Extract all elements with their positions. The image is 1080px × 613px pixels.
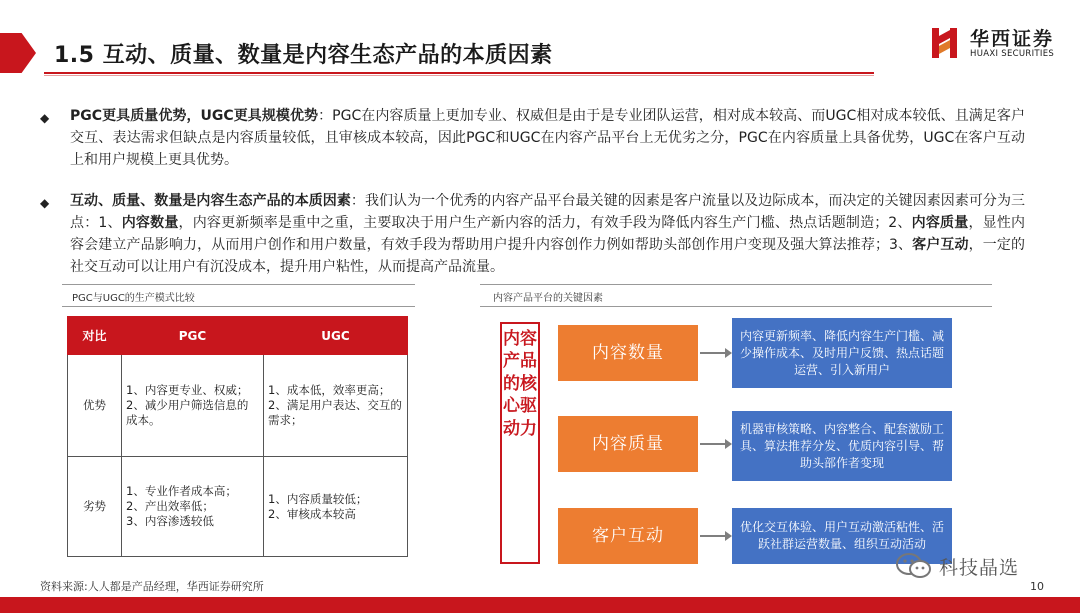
huaxi-logo-icon (930, 26, 962, 60)
keyword-quality: 内容质量 (911, 215, 969, 231)
watermark-text: 科技晶选 (939, 556, 1020, 579)
caption-rule-top (480, 284, 992, 285)
factor-quality-detail (732, 411, 952, 481)
keyword-quantity: 内容数量 (121, 215, 179, 231)
pgc-disadvantage-cell (122, 457, 264, 557)
cell-line: 1、成本低，效率更高； (268, 383, 391, 397)
title-underline-thin (44, 75, 874, 76)
detail-text: 内容更新频率、降低内容生产门槛、减少操作成本、及时用户反馈、热点话题运营、引入新用户 (740, 328, 945, 377)
core-driver-box: 内容产品的核心驱动力 (500, 322, 540, 564)
detail-text: 优化交互体验、用户互动激活粘性、活跃社群运营数量、组织互动活动 (740, 520, 945, 551)
table-header-compare: 对比 (68, 317, 122, 355)
factor-quantity-box: 内容数量 (558, 325, 698, 381)
cell-line: 3、内容渗透较低 (126, 514, 214, 528)
factor-quality-box: 内容质量 (558, 416, 698, 472)
bullet-core-factors (40, 190, 1025, 278)
cell-line: 2、满足用户表达、交互的需求； (268, 398, 402, 427)
comparison-table (67, 316, 408, 557)
cell-line: 2、产出效率低； (126, 499, 214, 513)
page-title: 1.5 互动、质量、数量是内容生态产品的本质因素 (54, 43, 553, 68)
logo-english-name: HUAXI SECURITIES (970, 49, 1055, 59)
source-note: 资料来源:人人都是产品经理，华西证券研究所 (40, 580, 264, 593)
caption-rule-top (62, 284, 415, 285)
bullet-text (70, 190, 1025, 278)
table-row (68, 457, 408, 557)
wechat-icon (895, 552, 933, 580)
pgc-advantage-cell (122, 355, 264, 457)
table-header-ugc: UGC (264, 317, 408, 355)
header-accent-red (0, 33, 36, 73)
table-row (68, 355, 408, 457)
bullet-body: ：PGC在内容质量上更加专业、权威但是由于是专业团队运营，相对成本较高、而UGC相对成本较低、且满足客户交互、表达需求但缺点是内容质量较低，且审核成本较高，因此PGC和UGC在内容产品平台上无优劣之分，PGC在内容质量上具备优势，UGC在客户互动上和用户规模上更具优势。 (70, 108, 1025, 168)
bullet-body-part: ：我们认为一个优秀的内容产品平台最关键的因素是客户流量以及边际成本，而决定的关键因素因素可分为三点：1、 (70, 193, 1026, 231)
arrow-right-icon (700, 443, 730, 445)
company-logo (930, 24, 1070, 66)
ugc-advantage-cell (264, 355, 408, 457)
bullet-pgc-ugc (40, 105, 1025, 171)
cell-line: 2、审核成本较高 (268, 506, 356, 521)
cell-line: 1、内容质量较低； (268, 491, 368, 506)
cell-line: 1、内容更专业、权威； (126, 383, 249, 397)
table-header-pgc: PGC (122, 317, 264, 355)
caption-rule-bottom (480, 306, 992, 307)
cell-line: 2、减少用户筛选信息的成本。 (126, 398, 249, 427)
bullet-text (70, 105, 1025, 171)
title-underline (44, 72, 874, 74)
detail-text: 机器审核策略、内容整合、配套激励工具、算法推荐分发、优质内容引导、帮助头部作者变现 (740, 421, 945, 470)
row-label-disadvantage: 劣势 (68, 457, 122, 557)
diamond-bullet-icon: ◆ (40, 196, 50, 210)
left-panel-caption: PGC与UGC的生产模式比较 (72, 293, 195, 304)
cell-line: 1、专业作者成本高； (126, 484, 237, 498)
arrow-right-icon (700, 352, 730, 354)
bullet-body-part: ，内容更新频率是重中之重，主要取决于用户生产新内容的活力，有效手段为降低内容生产门槛、热点话题制造；2、 (178, 215, 912, 231)
logo-chinese-name: 华西证券 (970, 28, 1055, 50)
row-label-advantage: 优势 (68, 355, 122, 457)
factor-interaction-box: 客户互动 (558, 508, 698, 564)
right-panel-caption: 内容产品平台的关键因素 (493, 293, 603, 304)
bullet-body-part: ，一定的社交互动可以让用户有沉没成本，提升用户粘性，从而提高产品流量。 (70, 237, 1026, 275)
diamond-bullet-icon: ◆ (40, 111, 50, 125)
watermark (895, 550, 1019, 582)
ugc-disadvantage-cell (264, 457, 408, 557)
keyword-interaction: 客户互动 (912, 237, 969, 253)
bullet-label: 互动、质量、数量是内容生态产品的本质因素 (70, 193, 351, 209)
bullet-label: PGC更具质量优势，UGC更具规模优势 (70, 108, 319, 124)
caption-rule-bottom (62, 306, 415, 307)
arrow-right-icon (700, 535, 730, 537)
bullet-body-part: ，显性内容会建立产品影响力，从而用户创作和用户数量，有效手段为帮助用户提升内容创作力例如帮助头部创作用户变现及强大算法推荐；3、 (70, 215, 1026, 253)
footer-bar (0, 597, 1080, 613)
factor-quantity-detail (732, 318, 952, 388)
page-number: 10 (1030, 580, 1044, 593)
